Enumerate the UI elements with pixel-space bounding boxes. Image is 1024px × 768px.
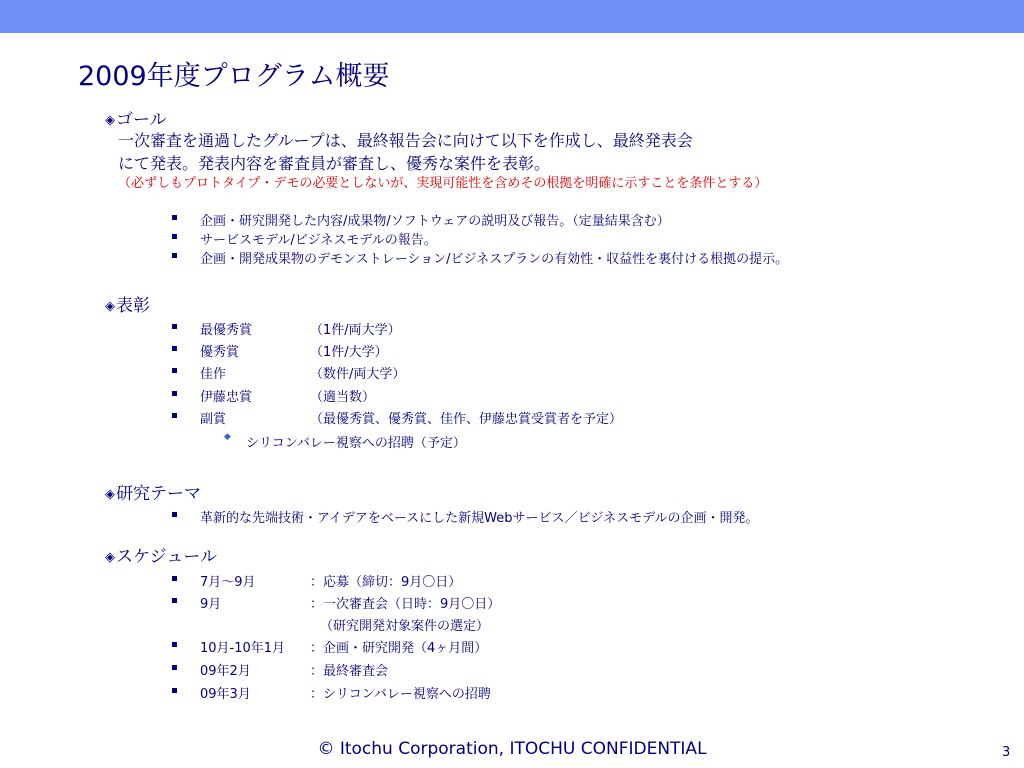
square-bullet-icon xyxy=(172,253,177,258)
slide-title: 2009年度プログラム概要 xyxy=(78,61,390,92)
awards-heading: ◈表彰 xyxy=(105,296,150,316)
page-number: 3 xyxy=(1002,745,1011,760)
schedule-item-continuation: （研究開発対象案件の選定） xyxy=(320,619,490,634)
square-bullet-icon xyxy=(172,234,177,239)
goal-note: （必ずしもプロトタイプ・デモの必要としないが、実現可能性を含めその根拠を明確に示すことを条件とする） xyxy=(118,176,768,191)
footer-copyright: © Itochu Corporation, ITOCHU CONFIDENTIAL xyxy=(317,739,707,759)
square-bullet-icon xyxy=(172,512,177,517)
diamond-bullet-icon: ◈ xyxy=(105,550,115,565)
square-bullet-icon xyxy=(172,665,177,670)
square-bullet-icon xyxy=(172,324,177,329)
square-bullet-icon xyxy=(172,576,177,581)
square-bullet-icon xyxy=(172,368,177,373)
goal-heading: ◈ゴール xyxy=(105,110,167,130)
diamond-bullet-icon: ◈ xyxy=(105,113,115,128)
square-bullet-icon xyxy=(172,598,177,603)
header-bar xyxy=(0,0,1024,33)
diamond-bullet-icon: ◈ xyxy=(105,299,115,314)
square-bullet-icon xyxy=(172,215,177,220)
square-bullet-icon xyxy=(172,391,177,396)
square-bullet-icon xyxy=(172,688,177,693)
schedule-heading: ◈スケジュール xyxy=(105,547,217,567)
small-diamond-bullet-icon: ◆ xyxy=(224,432,231,442)
goal-description-line1: 一次審査を通過したグループは、最終報告会に向けて以下を作成し、最終発表会 xyxy=(118,131,693,150)
square-bullet-icon xyxy=(172,346,177,351)
diamond-bullet-icon: ◈ xyxy=(105,487,115,502)
theme-heading: ◈研究テーマ xyxy=(105,484,201,504)
square-bullet-icon xyxy=(172,413,177,418)
goal-description-line2: にて発表。発表内容を審査員が審査し、優秀な案件を表彰。 xyxy=(118,154,551,173)
square-bullet-icon xyxy=(172,642,177,647)
